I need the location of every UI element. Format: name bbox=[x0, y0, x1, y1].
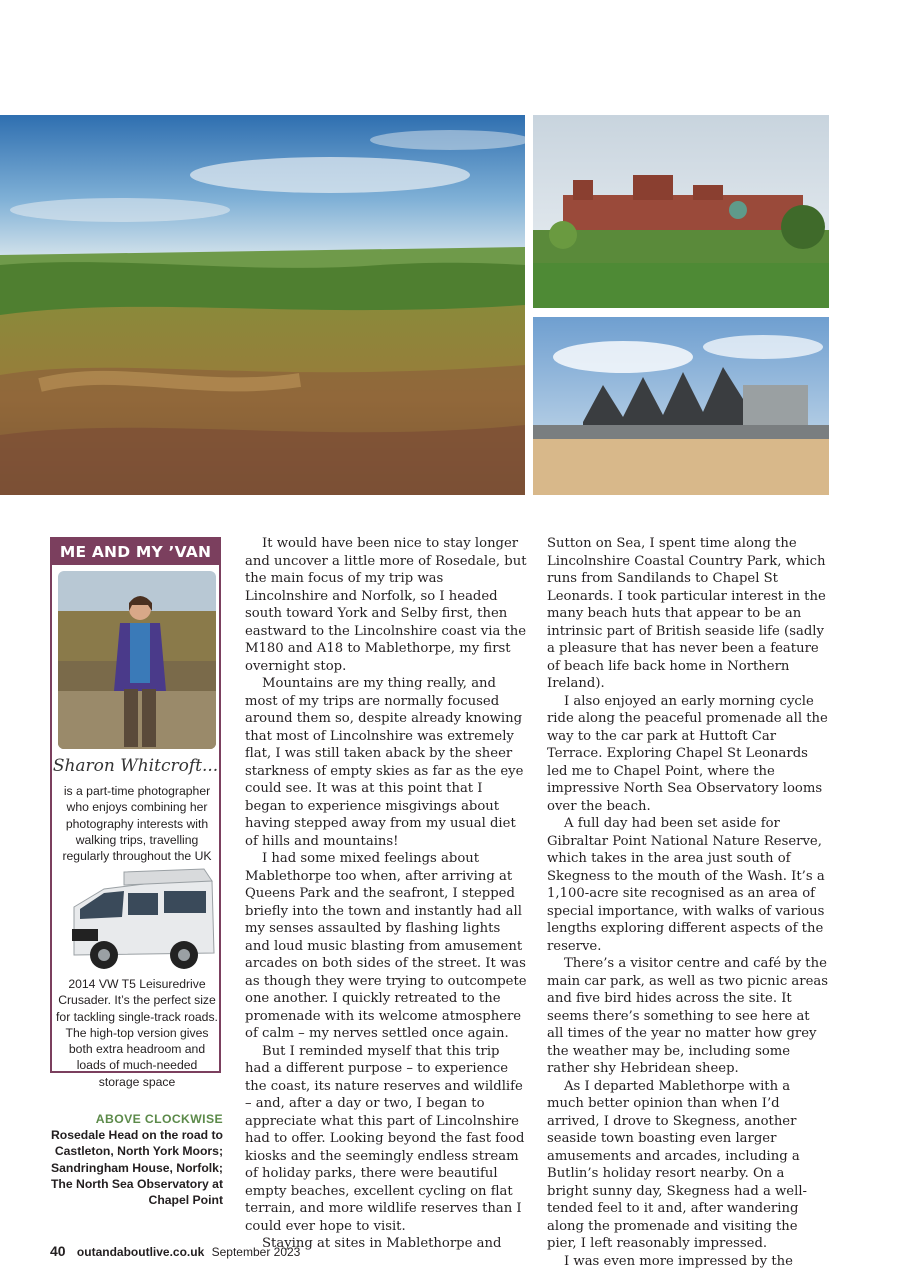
issue-date: September 2023 bbox=[211, 1245, 301, 1259]
observatory-photo bbox=[533, 317, 829, 495]
author-portrait bbox=[58, 571, 216, 749]
paragraph: Staying at sites in Mablethorpe and bbox=[262, 1236, 502, 1251]
rosedale-photo bbox=[0, 115, 525, 495]
paragraph: I also enjoyed an early morning cycle ride along the peaceful promenade all the way to the car park at Huttoft Car Terrace. Exploring Chapel St Leonards led me to Chapel Point, where the impressive North Sea Observatory looms over the beach. bbox=[547, 693, 828, 814]
sidebar-title: ME AND MY ’VAN bbox=[52, 539, 219, 565]
caption-text: Rosedale Head on the road to Castleton, North York Moors; Sandringham House, Norfolk; The North Sea Observatory at Chapel Point bbox=[50, 1128, 223, 1208]
paragraph: A full day had been set aside for Gibraltar Point National Nature Reserve, which takes in the area just south of Skegness to the mouth of the Wash. It’s a 1,100-acre site recognised as an area of special importance, with walks of various lengths exploring different aspects of the reserve. bbox=[547, 816, 825, 954]
paragraph: As I departed Mablethorpe with a much better opinion than when I’d arrived, I drove to Skegness, another seaside town boasting even larger amusements and arcades, including a Butlin’s holiday resort nearby. On a bright sunny day, Skegness had a well-tended feel to it and, after wandering along the promenade and visiting the pier, I left reasonably impressed. bbox=[547, 1078, 807, 1251]
sandringham-photo bbox=[533, 115, 829, 308]
paragraph: Mountains are my thing really, and most of my trips are normally focused around them so, despite already knowing that most of Lincolnshire was extremely flat, I was still taken aback by the sheer starkness of empty skies as far as the eye could see. It was at this point that I began to experience misgivings about having stepped away from my usual diet of hills and mountains! bbox=[245, 676, 524, 849]
author-signature: Sharon Whitcroft... bbox=[52, 756, 219, 776]
photo-caption bbox=[40, 1111, 223, 1208]
paragraph: Sutton on Sea, I spent time along the Lincolnshire Coastal Country Park, which runs from Sandilands to Chapel St Leonards. I took particular interest in the many beach huts that appear to be an intrinsic part of British seaside life (sadly a pleasure that has never been a feature of beach life back home in Northern Ireland). bbox=[547, 536, 826, 691]
paragraph: I had some mixed feelings about Mablethorpe too when, after arriving at Queens Park and the seafront, I stepped briefly into the town and instantly had all my senses assaulted by flashing lights and loud music blasting from amusement arcades on both sides of the street. It was as though they were trying to outcompete one another. I quickly retreated to the promenade with its welcome atmosphere of calm – my nerves settled once again. bbox=[245, 851, 527, 1041]
paragraph: It would have been nice to stay longer and uncover a little more of Rosedale, but the main focus of my trip was Lincolnshire and Norfolk, so I headed south toward York and Selby first, then eastward to the Lincolnshire coast via the M180 and A18 to Mablethorpe, my first overnight stop. bbox=[245, 536, 527, 674]
page-footer bbox=[50, 1243, 300, 1259]
paragraph: I was even more impressed by the bbox=[564, 1253, 793, 1269]
author-bio: is a part-time photographer who enjoys combining her photography interests with walking trips, travelling regularly throughout the UK bbox=[62, 784, 212, 864]
me-and-my-van-box bbox=[50, 537, 221, 1089]
paragraph: There’s a visitor centre and café by the main car park, as well as two picnic areas and five bird hides across the site. It seems there’s something to see here at all times of the year no matter how grey the weather may be, including some rather shy Hebridean sheep. bbox=[547, 956, 829, 1076]
article-column-1 bbox=[245, 535, 527, 1253]
paragraph: But I reminded myself that this trip had a different purpose – to experience the coast, its nature reserves and wildlife – and, after a day or two, I began to appreciate what this part of Lincolnshire had to offer. Looking beyond the fast food kiosks and the seemingly endless stream of holiday parks, there were beautiful empty beaches, excellent cycling on flat terrain, and more wildlife reserves than I could ever hope to visit. bbox=[245, 1043, 525, 1234]
van-caption: 2014 VW T5 Leisuredrive Crusader. It’s the perfect size for tackling single-track roads. The high-top version gives both extra headroom and loads of much-needed storage space bbox=[56, 977, 218, 1089]
caption-heading: ABOVE CLOCKWISE bbox=[95, 1112, 223, 1126]
article-column-2 bbox=[547, 535, 829, 1270]
page-number: 40 bbox=[50, 1243, 66, 1259]
campervan-photo bbox=[64, 867, 216, 973]
website-link[interactable]: outandaboutlive.co.uk bbox=[76, 1245, 205, 1259]
